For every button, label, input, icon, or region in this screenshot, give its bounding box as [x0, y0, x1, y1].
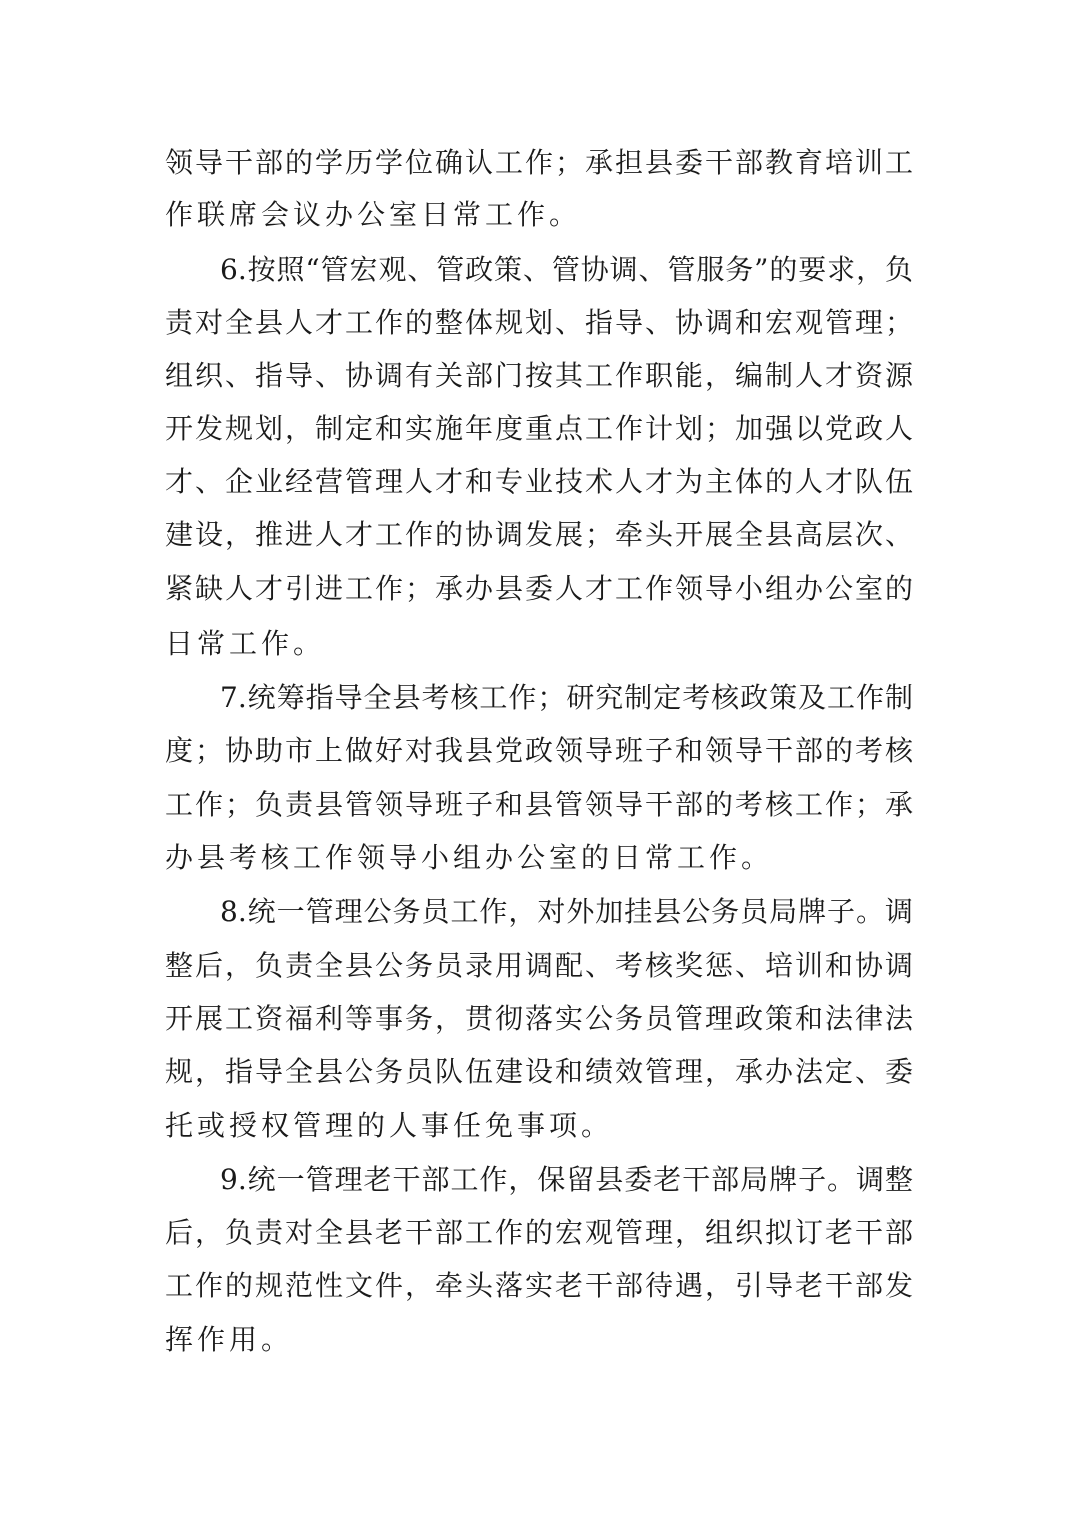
text-line: 规，指导全县公务员队伍建设和绩效管理，承办法定、委 [165, 1055, 913, 1088]
paragraph-8-start: 8.统一管理公务员工作，对外加挂县公务员局牌子。调 [220, 895, 913, 928]
text-line: 组织、指导、协调有关部门按其工作职能，编制人才资源 [165, 359, 913, 392]
text-line: 开展工资福利等事务，贯彻落实公务员管理政策和法律法 [165, 1002, 913, 1035]
text-line: 开发规划，制定和实施年度重点工作计划；加强以党政人 [165, 412, 913, 445]
text-line: 建设，推进人才工作的协调发展；牵头开展全县高层次、 [165, 518, 913, 551]
text-line: 后，负责对全县老干部工作的宏观管理，组织拟订老干部 [165, 1216, 913, 1249]
text-line: 工作；负责县管领导班子和县管领导干部的考核工作；承 [165, 788, 913, 821]
text-line: 责对全县人才工作的整体规划、指导、协调和宏观管理； [165, 306, 913, 339]
text-line: 领导干部的学历学位确认工作；承担县委干部教育培训工 [165, 146, 913, 179]
paragraph-9-start: 9.统一管理老干部工作，保留县委老干部局牌子。调整 [220, 1163, 913, 1196]
text-line: 日常工作。 [165, 627, 326, 660]
paragraph-7-start: 7.统筹指导全县考核工作；研究制定考核政策及工作制 [220, 681, 913, 714]
text-line: 整后，负责全县公务员录用调配、考核奖惩、培训和协调 [165, 949, 913, 982]
text-line: 托或授权管理的人事任免事项。 [165, 1109, 614, 1142]
text-line: 度；协助市上做好对我县党政领导班子和领导干部的考核 [165, 734, 913, 767]
text-line: 作联席会议办公室日常工作。 [165, 198, 582, 231]
text-line: 工作的规范性文件，牵头落实老干部待遇，引导老干部发 [165, 1269, 913, 1302]
paragraph-6-start: 6.按照“管宏观、管政策、管协调、管服务”的要求，负 [220, 253, 913, 286]
text-line: 才、企业经营管理人才和专业技术人才为主体的人才队伍 [165, 465, 913, 498]
text-line: 办县考核工作领导小组办公室的日常工作。 [165, 841, 774, 874]
text-line: 紧缺人才引进工作；承办县委人才工作领导小组办公室的 [165, 572, 913, 605]
text-line: 挥作用。 [165, 1323, 294, 1356]
